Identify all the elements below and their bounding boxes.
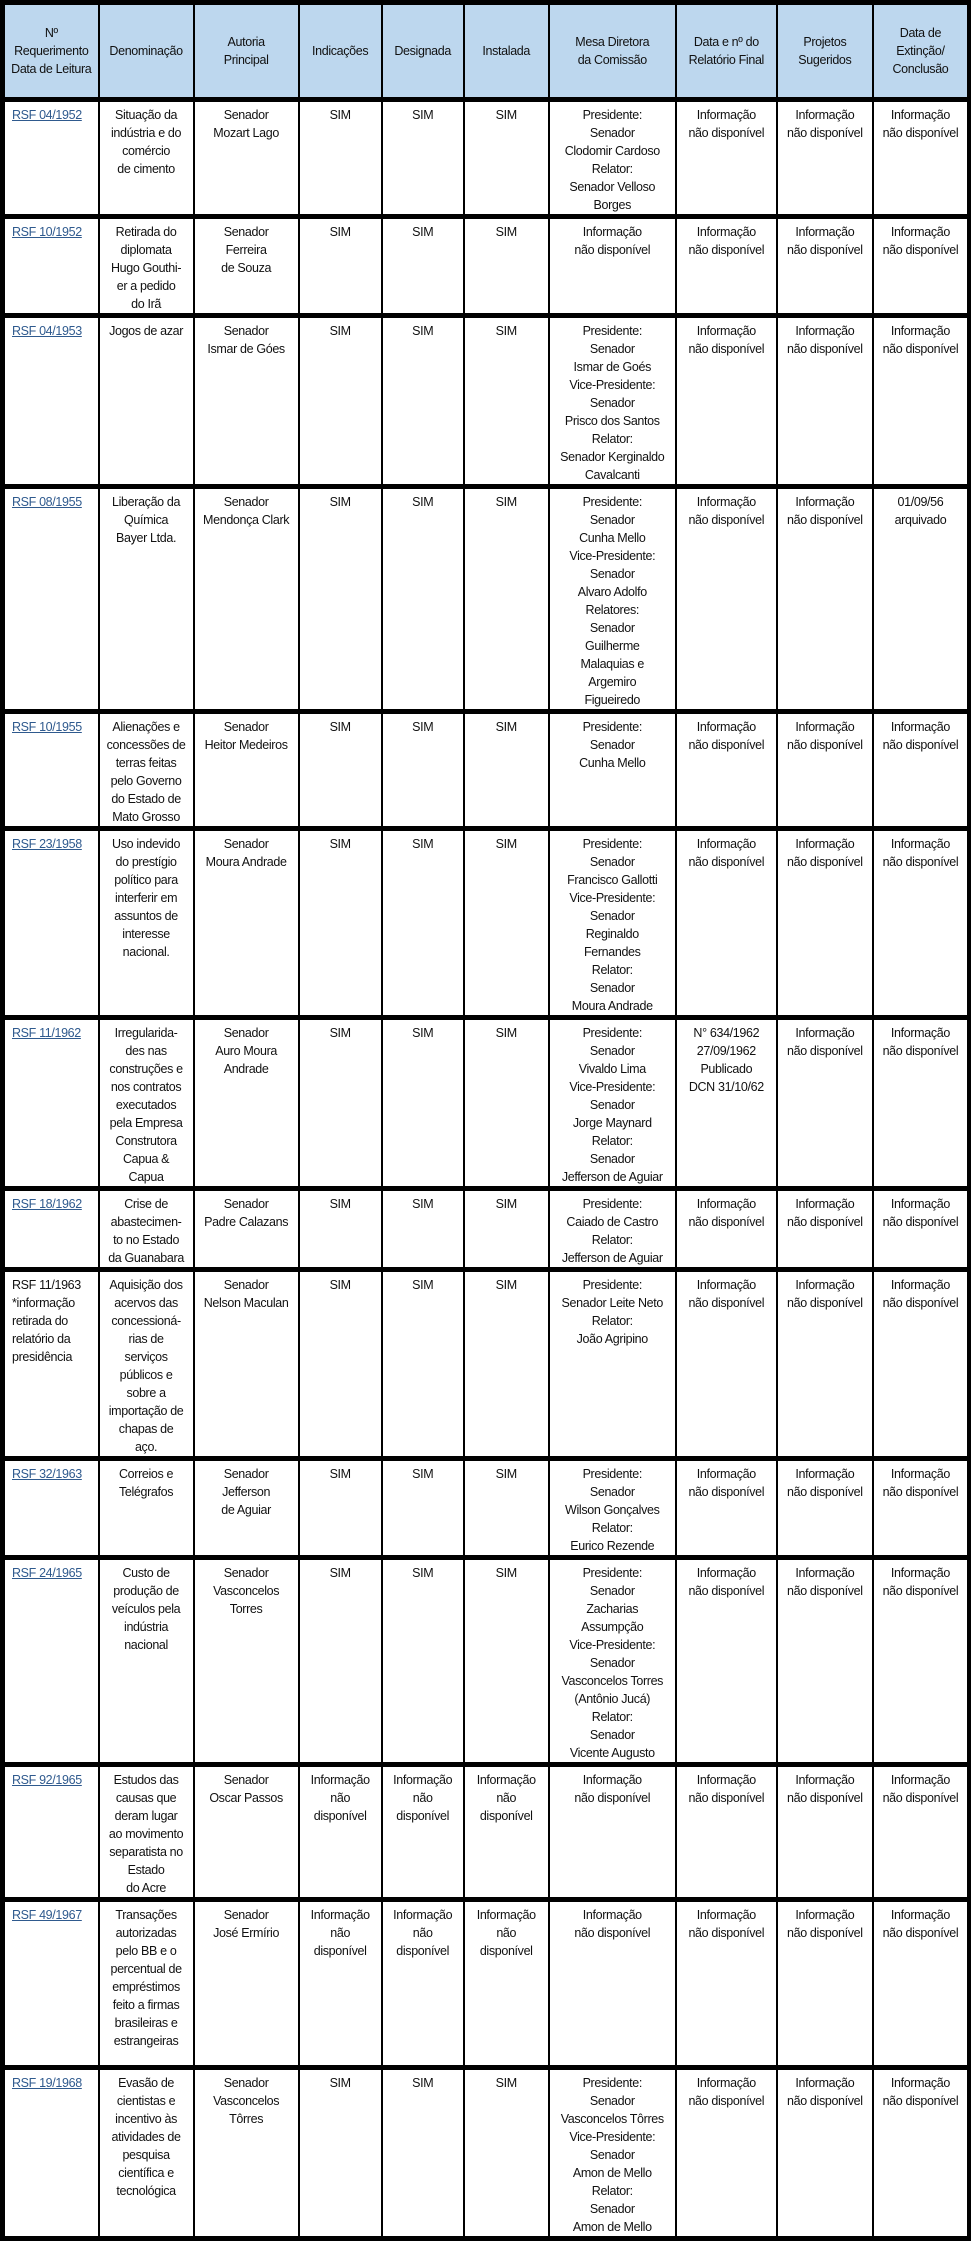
cell-installed: Informação não disponível xyxy=(464,1900,549,2068)
cell-designated: SIM xyxy=(382,100,464,217)
cell-indications: Informação não disponível xyxy=(299,1765,382,1900)
cell-board: Presidente: Senador Cunha Mello Vice-Presidente: Senador Alvaro Adolfo Relatores: Senador Guilherme Malaquias e Argemiro Figueiredo xyxy=(549,487,676,712)
cell-indications: SIM xyxy=(299,1558,382,1765)
cell-designated: SIM xyxy=(382,316,464,487)
cell-author: Senador Vasconcelos Torres xyxy=(194,1558,299,1765)
cell-installed: SIM xyxy=(464,1270,549,1459)
requirement-link[interactable]: RSF 08/1955 xyxy=(12,495,82,509)
table-row xyxy=(3,1018,970,1189)
cell-installed: SIM xyxy=(464,829,549,1018)
cell-indications: SIM xyxy=(299,1270,382,1459)
cell-extinction-date: Informação não disponível xyxy=(873,1765,969,1900)
requirement-link[interactable]: RSF 19/1968 xyxy=(12,2076,82,2090)
requirement-link[interactable]: RSF 92/1965 xyxy=(12,1773,82,1787)
cell-suggested-projects: Informação não disponível xyxy=(777,829,873,1018)
cell-requirement xyxy=(3,316,99,487)
cell-installed: Informação não disponível xyxy=(464,1765,549,1900)
cell-designated: SIM xyxy=(382,1459,464,1558)
cell-author: Senador Nelson Maculan xyxy=(194,1270,299,1459)
cell-author: Senador Mozart Lago xyxy=(194,100,299,217)
cell-extinction-date: Informação não disponível xyxy=(873,217,969,316)
cell-designated: SIM xyxy=(382,2068,464,2239)
cell-extinction-date: Informação não disponível xyxy=(873,1270,969,1459)
column-header-requirement: Nº Requerimento Data de Leitura xyxy=(3,3,99,100)
cell-denomination: Custo de produção de veículos pela indústria nacional xyxy=(99,1558,194,1765)
cell-requirement xyxy=(3,100,99,217)
cell-final-report: Informação não disponível xyxy=(676,1189,777,1270)
cell-denomination: Situação da indústria e do comércio de cimento xyxy=(99,100,194,217)
cell-designated: SIM xyxy=(382,1558,464,1765)
table-row xyxy=(3,1558,970,1765)
cell-denomination: Uso indevido do prestígio político para interferir em assuntos de interesse nacional. xyxy=(99,829,194,1018)
cell-designated: SIM xyxy=(382,1018,464,1189)
cell-designated: Informação não disponível xyxy=(382,1900,464,2068)
cell-indications: SIM xyxy=(299,487,382,712)
cell-extinction-date: Informação não disponível xyxy=(873,316,969,487)
cell-requirement xyxy=(3,2068,99,2239)
column-header-suggested-projects: Projetos Sugeridos xyxy=(777,3,873,100)
cell-author: Senador Moura Andrade xyxy=(194,829,299,1018)
cell-suggested-projects: Informação não disponível xyxy=(777,487,873,712)
cell-author: Senador Jefferson de Aguiar xyxy=(194,1459,299,1558)
cell-board: Presidente: Senador Francisco Gallotti Vice-Presidente: Senador Reginaldo Fernandes Relator: Senador Moura Andrade xyxy=(549,829,676,1018)
cell-extinction-date: Informação não disponível xyxy=(873,100,969,217)
cell-board: Presidente: Senador Wilson Gonçalves Relator: Eurico Rezende xyxy=(549,1459,676,1558)
column-header-denomination: Denominação xyxy=(99,3,194,100)
cell-board: Presidente: Senador Cunha Mello xyxy=(549,712,676,829)
cell-suggested-projects: Informação não disponível xyxy=(777,1018,873,1189)
cell-author: Senador Heitor Medeiros xyxy=(194,712,299,829)
cell-indications: SIM xyxy=(299,1018,382,1189)
cell-denomination: Estudos das causas que deram lugar ao movimento separatista no Estado do Acre xyxy=(99,1765,194,1900)
cell-suggested-projects: Informação não disponível xyxy=(777,1459,873,1558)
table-header xyxy=(3,3,970,100)
cell-denomination: Irregularida- des nas construções e nos contratos executados pela Empresa Construtora Capua & Capua xyxy=(99,1018,194,1189)
cell-installed: SIM xyxy=(464,100,549,217)
cell-board: Presidente: Senador Leite Neto Relator: João Agripino xyxy=(549,1270,676,1459)
requirement-link[interactable]: RSF 23/1958 xyxy=(12,837,82,851)
column-header-author: Autoria Principal xyxy=(194,3,299,100)
table-row xyxy=(3,487,970,712)
cell-final-report: Informação não disponível xyxy=(676,316,777,487)
table-row xyxy=(3,100,970,217)
table-row xyxy=(3,316,970,487)
cell-requirement xyxy=(3,487,99,712)
cell-extinction-date: Informação não disponível xyxy=(873,1189,969,1270)
requirement-link[interactable]: RSF 18/1962 xyxy=(12,1197,82,1211)
cell-designated: SIM xyxy=(382,1270,464,1459)
column-header-extinction-date: Data de Extinção/ Conclusão xyxy=(873,3,969,100)
cell-suggested-projects: Informação não disponível xyxy=(777,1189,873,1270)
cell-requirement xyxy=(3,1558,99,1765)
cell-indications: SIM xyxy=(299,829,382,1018)
column-header-final-report: Data e nº do Relatório Final xyxy=(676,3,777,100)
cell-board: Informação não disponível xyxy=(549,1765,676,1900)
requirement-link[interactable]: RSF 04/1953 xyxy=(12,324,82,338)
cell-denomination: Alienações e concessões de terras feitas pelo Governo do Estado de Mato Grosso xyxy=(99,712,194,829)
cell-requirement xyxy=(3,1900,99,2068)
cell-installed: SIM xyxy=(464,1459,549,1558)
cell-installed: SIM xyxy=(464,712,549,829)
cell-denomination: Retirada do diplomata Hugo Gouthi- er a pedido do Irã xyxy=(99,217,194,316)
cell-requirement xyxy=(3,1018,99,1189)
table-row xyxy=(3,1189,970,1270)
cell-author: Senador Ismar de Góes xyxy=(194,316,299,487)
column-header-board: Mesa Diretora da Comissão xyxy=(549,3,676,100)
cell-denomination: Crise de abastecimen- to no Estado da Guanabara xyxy=(99,1189,194,1270)
cell-indications: SIM xyxy=(299,217,382,316)
cell-board: Presidente: Senador Clodomir Cardoso Relator: Senador Velloso Borges xyxy=(549,100,676,217)
requirement-link[interactable]: RSF 04/1952 xyxy=(12,108,82,122)
cell-suggested-projects: Informação não disponível xyxy=(777,1270,873,1459)
cell-designated: SIM xyxy=(382,1189,464,1270)
column-header-designated: Designada xyxy=(382,3,464,100)
cell-author: Senador Padre Calazans xyxy=(194,1189,299,1270)
cell-author: Senador Auro Moura Andrade xyxy=(194,1018,299,1189)
cell-indications: SIM xyxy=(299,1189,382,1270)
cell-indications: SIM xyxy=(299,712,382,829)
cell-extinction-date: Informação não disponível xyxy=(873,712,969,829)
table-row xyxy=(3,1270,970,1459)
cell-suggested-projects: Informação não disponível xyxy=(777,712,873,829)
cell-final-report: Informação não disponível xyxy=(676,1459,777,1558)
cell-suggested-projects: Informação não disponível xyxy=(777,1900,873,2068)
table-row xyxy=(3,1900,970,2068)
cell-designated: SIM xyxy=(382,829,464,1018)
table-row xyxy=(3,712,970,829)
cell-designated: SIM xyxy=(382,712,464,829)
cell-denomination: Liberação da Química Bayer Ltda. xyxy=(99,487,194,712)
cell-extinction-date: Informação não disponível xyxy=(873,1018,969,1189)
cell-installed: SIM xyxy=(464,1018,549,1189)
cell-board: Presidente: Senador Ismar de Goés Vice-Presidente: Senador Prisco dos Santos Relator: Senador Kerginaldo Cavalcanti xyxy=(549,316,676,487)
cell-final-report: Informação não disponível xyxy=(676,217,777,316)
cell-suggested-projects: Informação não disponível xyxy=(777,2068,873,2239)
cell-requirement xyxy=(3,712,99,829)
cell-requirement xyxy=(3,217,99,316)
cell-requirement xyxy=(3,1459,99,1558)
cell-final-report: N° 634/1962 27/09/1962 Publicado DCN 31/10/62 xyxy=(676,1018,777,1189)
requirement-text: RSF 11/1963 *informação retirada do relatório da presidência xyxy=(12,1278,81,1364)
requirement-link[interactable]: RSF 32/1963 xyxy=(12,1467,82,1481)
cell-suggested-projects: Informação não disponível xyxy=(777,100,873,217)
cell-indications: SIM xyxy=(299,100,382,217)
cell-requirement xyxy=(3,1189,99,1270)
cell-installed: SIM xyxy=(464,487,549,712)
cell-final-report: Informação não disponível xyxy=(676,487,777,712)
cell-denomination: Transações autorizadas pelo BB e o percentual de empréstimos feito a firmas brasileiras e estrangeiras xyxy=(99,1900,194,2068)
cell-author: Senador Mendonça Clark xyxy=(194,487,299,712)
cell-suggested-projects: Informação não disponível xyxy=(777,316,873,487)
cell-author: Senador Vasconcelos Tôrres xyxy=(194,2068,299,2239)
table-row xyxy=(3,1765,970,1900)
table-row xyxy=(3,829,970,1018)
cell-board: Informação não disponível xyxy=(549,217,676,316)
cell-final-report: Informação não disponível xyxy=(676,1558,777,1765)
requirement-link[interactable]: RSF 10/1952 xyxy=(12,225,82,239)
cell-extinction-date: Informação não disponível xyxy=(873,1558,969,1765)
requirement-link[interactable]: RSF 10/1955 xyxy=(12,720,82,734)
cell-final-report: Informação não disponível xyxy=(676,100,777,217)
cell-denomination: Correios e Telégrafos xyxy=(99,1459,194,1558)
cell-extinction-date: Informação não disponível xyxy=(873,829,969,1018)
cell-installed: SIM xyxy=(464,1558,549,1765)
cell-designated: Informação não disponível xyxy=(382,1765,464,1900)
cell-requirement xyxy=(3,1765,99,1900)
cell-board: Presidente: Caiado de Castro Relator: Jefferson de Aguiar xyxy=(549,1189,676,1270)
cell-denomination: Evasão de cientistas e incentivo às atividades de pesquisa científica e tecnológica xyxy=(99,2068,194,2239)
cell-suggested-projects: Informação não disponível xyxy=(777,1558,873,1765)
cell-suggested-projects: Informação não disponível xyxy=(777,217,873,316)
cell-extinction-date: Informação não disponível xyxy=(873,2068,969,2239)
cell-requirement xyxy=(3,1270,99,1459)
requirement-link[interactable]: RSF 24/1965 xyxy=(12,1566,82,1580)
cell-installed: SIM xyxy=(464,217,549,316)
cell-indications: SIM xyxy=(299,316,382,487)
cell-extinction-date: 01/09/56 arquivado xyxy=(873,487,969,712)
requirement-link[interactable]: RSF 49/1967 xyxy=(12,1908,82,1922)
column-header-installed: Instalada xyxy=(464,3,549,100)
table-row xyxy=(3,1459,970,1558)
cell-requirement xyxy=(3,829,99,1018)
cell-author: Senador José Ermírio xyxy=(194,1900,299,2068)
cell-indications: SIM xyxy=(299,2068,382,2239)
cell-designated: SIM xyxy=(382,487,464,712)
column-header-indications: Indicações xyxy=(299,3,382,100)
cell-author: Senador Ferreira de Souza xyxy=(194,217,299,316)
cell-installed: SIM xyxy=(464,2068,549,2239)
cell-author: Senador Oscar Passos xyxy=(194,1765,299,1900)
cell-final-report: Informação não disponível xyxy=(676,1765,777,1900)
cell-extinction-date: Informação não disponível xyxy=(873,1900,969,2068)
cell-indications: Informação não disponível xyxy=(299,1900,382,2068)
cell-extinction-date: Informação não disponível xyxy=(873,1459,969,1558)
cell-installed: SIM xyxy=(464,316,549,487)
cell-designated: SIM xyxy=(382,217,464,316)
cell-final-report: Informação não disponível xyxy=(676,712,777,829)
cell-board: Presidente: Senador Vivaldo Lima Vice-Presidente: Senador Jorge Maynard Relator: Senador Jefferson de Aguiar xyxy=(549,1018,676,1189)
requirement-link[interactable]: RSF 11/1962 xyxy=(12,1026,81,1040)
table-row xyxy=(3,217,970,316)
cell-board: Informação não disponível xyxy=(549,1900,676,2068)
cell-installed: SIM xyxy=(464,1189,549,1270)
cell-suggested-projects: Informação não disponível xyxy=(777,1765,873,1900)
cell-final-report: Informação não disponível xyxy=(676,2068,777,2239)
cell-final-report: Informação não disponível xyxy=(676,829,777,1018)
cell-indications: SIM xyxy=(299,1459,382,1558)
cell-denomination: Aquisição dos acervos das concessioná- rias de serviços públicos e sobre a importação de chapas de aço. xyxy=(99,1270,194,1459)
cell-board: Presidente: Senador Zacharias Assumpção Vice-Presidente: Senador Vasconcelos Torres (Antônio Jucá) Relator: Senador Vicente Augusto xyxy=(549,1558,676,1765)
cell-board: Presidente: Senador Vasconcelos Tôrres Vice-Presidente: Senador Amon de Mello Relator: Senador Amon de Mello xyxy=(549,2068,676,2239)
cell-denomination: Jogos de azar xyxy=(99,316,194,487)
table-row xyxy=(3,2068,970,2239)
cell-final-report: Informação não disponível xyxy=(676,1900,777,2068)
cell-final-report: Informação não disponível xyxy=(676,1270,777,1459)
